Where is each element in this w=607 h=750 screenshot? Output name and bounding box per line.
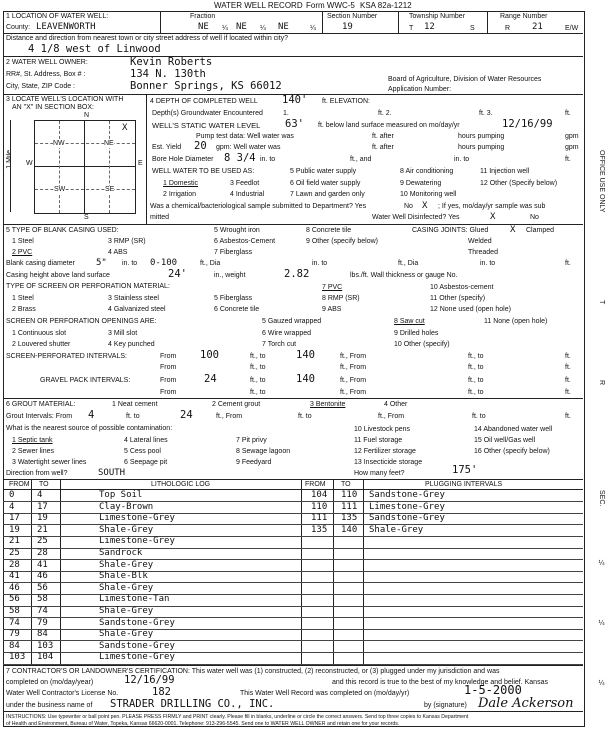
estimated-yield: 20	[194, 140, 207, 152]
grout-to: 24	[180, 409, 193, 421]
log-to: 21	[37, 524, 48, 535]
section-box[interactable]: NW NE SW SE X	[34, 120, 136, 214]
instructions: INSTRUCTIONS: Use typewriter or ball point pen. PLEASE PRESS FIRMLY and PRINT clearly. Please fill in blanks, underline or circle the correct answers. Send top three copies to Kansas Department	[6, 714, 469, 720]
section-number: 19	[342, 22, 353, 32]
contractor-signature: Dale Ackerson	[478, 696, 574, 711]
form-title: WATER WELL RECORD	[214, 1, 303, 10]
distance-label: Distance and direction from nearest town or city street address of well if located within city?	[6, 35, 289, 42]
log-to: 17	[37, 501, 48, 512]
log-from: 25	[9, 548, 20, 558]
quarter-1: NE	[198, 22, 209, 32]
log-to: 56	[37, 582, 48, 593]
log-lithology: Clay-Brown	[99, 501, 154, 512]
section-7-label: 7 CONTRACTOR'S OR LANDOWNER'S CERTIFICATION: This water well was (1) constructed, (2) reconstructed, or (3) plugged under my jurisdiction and was	[6, 668, 500, 675]
log-lithology: Limestone-Grey	[99, 536, 175, 547]
static-date: 12/16/99	[502, 118, 553, 130]
log-from: 41	[9, 571, 20, 582]
log-to: 4	[37, 490, 43, 500]
plug-from: 135	[311, 524, 328, 535]
log-from: 58	[9, 606, 20, 616]
log-lithology: Sandrock	[99, 548, 143, 558]
plug-to: 110	[341, 490, 358, 500]
casing-height: 24'	[168, 268, 187, 280]
quarter-2: NE	[236, 22, 247, 32]
log-to: 19	[37, 513, 48, 524]
log-from: 21	[9, 536, 20, 547]
static-water-level: 63'	[285, 118, 304, 130]
section-number-label: Section Number	[327, 13, 378, 20]
plug-to: 135	[341, 513, 358, 524]
log-to: 103	[37, 640, 54, 651]
location-mark: X	[122, 123, 128, 133]
gravel-to: 140	[296, 373, 315, 385]
log-to: 25	[37, 536, 48, 547]
log-lithology: Sandstone-Grey	[99, 640, 175, 651]
log-from: 103	[9, 652, 26, 663]
plug-from: 110	[311, 501, 328, 512]
log-to: 46	[37, 571, 48, 582]
form-number: Form WWC-5	[306, 1, 355, 10]
section-5-label: 5 TYPE OF BLANK CASING USED:	[6, 227, 119, 234]
bore-diameter: 8 3/4	[224, 152, 256, 164]
application-number-label: Application Number:	[388, 86, 452, 93]
log-from: 56	[9, 594, 20, 605]
address-label: RR#, St. Address, Box # :	[6, 71, 86, 78]
plug-from: 111	[311, 513, 328, 524]
log-to: 79	[37, 617, 48, 628]
log-from: 28	[9, 559, 20, 570]
plug-description: Sandstone-Grey	[369, 490, 445, 500]
owner-name: Kevin Roberts	[130, 56, 213, 68]
log-lithology: Shale-Grey	[99, 582, 154, 593]
lithologic-log-table: FROM TO LITHOLOGIC LOG FROM TO PLUGGING INTERVALS 0 4 Top Soil 4 17 Clay-Brown 17 19 Limestone-Grey 19 21 Shale-Grey 21 25 Limestone-Grey 25 28 Sandrock 28 41 Shale-Grey 41 46 Shale-Blk 46 56 Shale-Grey 56 58 Limestone-Tan 58 74 Shale-Grey 74 79 Sandstone-Grey 79 84 Shale-Grey 84 103 Sandstone-Grey 103 104 Limestone-Grey 104 110 Sandstone-Grey 110 111 Limestone-Grey 111 135 Sandstone-Grey 135 140 Shale-Grey	[3, 479, 583, 665]
log-lithology: Sandstone-Grey	[99, 617, 175, 628]
township-number-label: Township Number	[409, 13, 466, 20]
plug-description: Shale-Grey	[369, 524, 424, 535]
perf-from: 100	[200, 349, 219, 361]
casing-weight: 2.82	[284, 268, 310, 280]
log-to: 41	[37, 559, 48, 570]
ksa-reference: KSA 82a-1212	[360, 1, 412, 10]
casing-range: 0-100	[150, 258, 178, 268]
log-lithology: Shale-Blk	[99, 571, 148, 582]
fraction-label: Fraction	[190, 13, 216, 20]
log-to: 58	[37, 594, 48, 605]
owner-address: 134 N. 130th	[130, 68, 206, 80]
log-from: 0	[9, 490, 15, 500]
range-number: 21	[532, 22, 543, 32]
quarter-3: NE	[278, 22, 289, 32]
plug-from: 104	[311, 490, 328, 500]
gravel-from: 24	[204, 373, 217, 385]
plug-to: 111	[341, 501, 358, 512]
county-value: LEAVENWORTH	[36, 22, 96, 32]
log-from: 46	[9, 582, 20, 593]
perf-to: 140	[296, 349, 315, 361]
water-well-record-form: WATER WELL RECORD Form WWC-5 KSA 82a-1212 1 LOCATION OF WATER WELL: Fraction Section Number Township Number Range Number County: LEAVENWORTH NE ¼ NE ¼ NE ¼ 19 T 12 S R 21 E/W Distance and direction from nearest town or city street address of well if located within city? 4 1/8 west of Linwood 2 WATER WELL OWNER: Kevin Roberts RR#, St. Address, Box # : 134 N. 130th City, State, ZIP Code : Bonner Springs, KS 66012 Board of Agriculture, Division of Water Resources Application Number: 3 LOCATE WELL'S LOCATION WITH AN "X" IN SECTION BOX: N S W E 1 Mile NW NE SW SE X 4 DEPTH OF COMPLETED WELL 140' ft. ELEVATION: Depth(s) Groundwater Encountered 1. ft. 2. ft. 3. ft. WELL'S STATIC WATER LEVEL 63' ft. below land surface measured on mo/day/yr 12/16/99 Pump test data: Well water was ft. after hours pumping gpm Est. Yield 20 gpm: Well water was ft. after hours pumping gpm Bore Hole Diameter 8 3/4 in. to ft., and in. to ft. WELL WATER TO BE USED AS: 1 Domestic 2 Irrigation 3 Feedlot 4 Industrial 5 Public water supply 6 Oil field water supply 7 Lawn and garden only 8 Air conditioning 9 Dewatering 10 Monitoring well 11 Injection well 12 Other (Specify below) Was a chemical/bacteriological sample submitted to Department? Yes No X ; If yes, mo/day/yr sample was sub mitted Water Well Disinfected? Yes X No 5 TYPE OF BLANK CASING USED: 1 Steel 2 PVC 3 RMP (SR) 4 ABS 5 Wrought iron 6 Asbestos-Cement 7 Fiberglass 8 Concrete tile 9 Other (specify below) CASING JOINTS: Glued X Clamped Welded Threaded Blank casing diameter 5" in. to 0-100 ft., Dia in. to ft., Dia in. to ft. Casing height above land surface 24' in., weight 2.82 lbs./ft. Wall thickness or gauge No. TYPE OF SCREEN OR PERFORATION MATERIAL: 1 Steel 2 Brass 3 Stainless steel 4 Galvanized steel 5 Fiberglass 6 Concrete tile 7 PVC 8 RMP (SR) 9 ABS 10 Asbestos-cement 11 Other (specify) 12 None used (open hole) SCREEN OR PERFORATION OPENINGS ARE: 1 Continuous slot 2 Louvered shutter 3 Mill slot 4 Key punched 5 Gauzed wrapped 6 Wire wrapped 7 Torch cut 8 Saw cut 9 Drilled holes 10 Other (specify) 11 None (open hole) SCREEN-PERFORATED INTERVALS: From 100 ft., to 140 ft., From ft., to ft. From ft., to ft., From ft., to ft. GRAVEL PACK INTERVALS: From 24 ft., to 140 ft., From ft., to ft. From ft., to ft., From ft., to ft. 6 GROUT MATERIAL: 1 Neat cement 2 Cement grout 3 Bentonite 4 Other Grout Intervals: From 4 ft. to 24 ft., From ft. to ft., From ft. to ft. What is the nearest source of possible contamination: 1 Septic tank 2 Sewer lines 3 Watertight sewer lines 4 Lateral lines 5 Cess pool 6 Seepage pit 7 Pit privy 8 Sewage lagoon 9 Feedyard 10 Livestock pens 11 Fuel storage 12 Fertilizer storage 13 Insecticide storage 14 Abandoned water well 15 Oil well/Gas well 16 Other (specify below) Direction from well? SOUTH How many feet? 175' FROM TO LITHOLOGIC LOG FROM TO PLUGGING INTERVALS 0 4 Top Soil 4 17 Clay-Brown 17 19 Limestone-Grey 19 21 Shale-Grey 21 25 Limestone-Grey 25 28 Sandrock 28 41 Shale-Grey 41 46 Shale-Blk 46 56 Shale-Grey 56 58 Limestone-Tan 58 74 Shale-Grey 74 79 Sandstone-Grey 79 84 Shale-Grey 84 103 Sandstone-Grey 103 104 Limestone-Grey 104 110 Sandstone-Grey 110 111 Limestone-Grey 111 135 Sandstone-Grey 135 140 Shale-Grey 7 CONTRACTOR'S OR LANDOWNER'S CERTIFICATION: This water well was (1) constructed, (2) reconstructed, or (3) plugged under my jurisdiction and was completed on (mo/day/year) 12/16/99 and this record is true to the best of my knowledge and belief. Kansas Water Well Contractor's License No. 182 This Water Well Record was completed on (mo/day/yr) 1-5-2000 under the business name of STRADER DRILLING CO., INC. by (signature) Dale Ackerson INSTRUCTIONS: Use typewriter or ball point pen. PLEASE PRESS FIRMLY and PRINT clearly. Please fill in blanks, underline or circle the correct answers. Send top three copies to Kansas Department of Health and Environment, Bureau of Water, Topeka, Kansas 66620-0001. Telephone: 913-296-5545. Send one to WATER WELL OWNER and retain one for your records. OFFICE USE ONLY T R SEC. ¼ ¼ ¼	[0, 0, 607, 750]
section-2-label: 2 WATER WELL OWNER:	[6, 59, 88, 66]
business-name: STRADER DRILLING CO., INC.	[110, 698, 275, 710]
county-label: County:	[6, 24, 31, 31]
license-number: 182	[152, 686, 171, 698]
board-text: Board of Agriculture, Division of Water Resources	[388, 76, 542, 83]
casing-diameter: 5"	[96, 258, 107, 268]
owner-city: Bonner Springs, KS 66012	[130, 80, 282, 92]
log-from: 19	[9, 524, 20, 535]
section-6-label: 6 GROUT MATERIAL:	[6, 401, 76, 408]
log-lithology: Top Soil	[99, 490, 143, 500]
log-lithology: Limestone-Grey	[99, 652, 175, 663]
log-from: 74	[9, 617, 20, 628]
log-lithology: Limestone-Grey	[99, 513, 175, 524]
section-4-label: 4 DEPTH OF COMPLETED WELL	[150, 98, 258, 105]
log-to: 104	[37, 652, 54, 663]
log-to: 74	[37, 606, 48, 616]
completed-date: 12/16/99	[124, 674, 175, 686]
log-lithology: Shale-Grey	[99, 559, 154, 570]
section-3-label: 3 LOCATE WELL'S LOCATION WITH	[6, 96, 124, 103]
township-number: 12	[424, 22, 435, 32]
contamination-direction: SOUTH	[98, 468, 126, 478]
plug-description: Sandstone-Grey	[369, 513, 445, 524]
log-from: 84	[9, 640, 20, 651]
log-lithology: Shale-Grey	[99, 606, 154, 616]
log-from: 17	[9, 513, 20, 524]
log-from: 79	[9, 629, 20, 640]
log-to: 84	[37, 629, 48, 640]
log-lithology: Shale-Grey	[99, 524, 154, 535]
well-depth: 140'	[282, 94, 308, 106]
section-1-label: 1 LOCATION OF WATER WELL:	[6, 13, 109, 20]
log-from: 4	[9, 501, 15, 512]
log-lithology: Limestone-Tan	[99, 594, 170, 605]
log-lithology: Shale-Grey	[99, 629, 154, 640]
office-use-label: OFFICE USE ONLY	[598, 150, 605, 213]
plug-description: Limestone-Grey	[369, 501, 445, 512]
log-to: 28	[37, 548, 48, 558]
plug-to: 140	[341, 524, 358, 535]
contamination-distance: 175'	[452, 464, 478, 476]
record-date: 1-5-2000	[464, 683, 522, 697]
distance-value: 4 1/8 west of Linwood	[28, 43, 161, 55]
grout-from: 4	[88, 409, 95, 421]
range-number-label: Range Number	[500, 13, 548, 20]
city-label: City, State, ZIP Code :	[6, 83, 75, 90]
